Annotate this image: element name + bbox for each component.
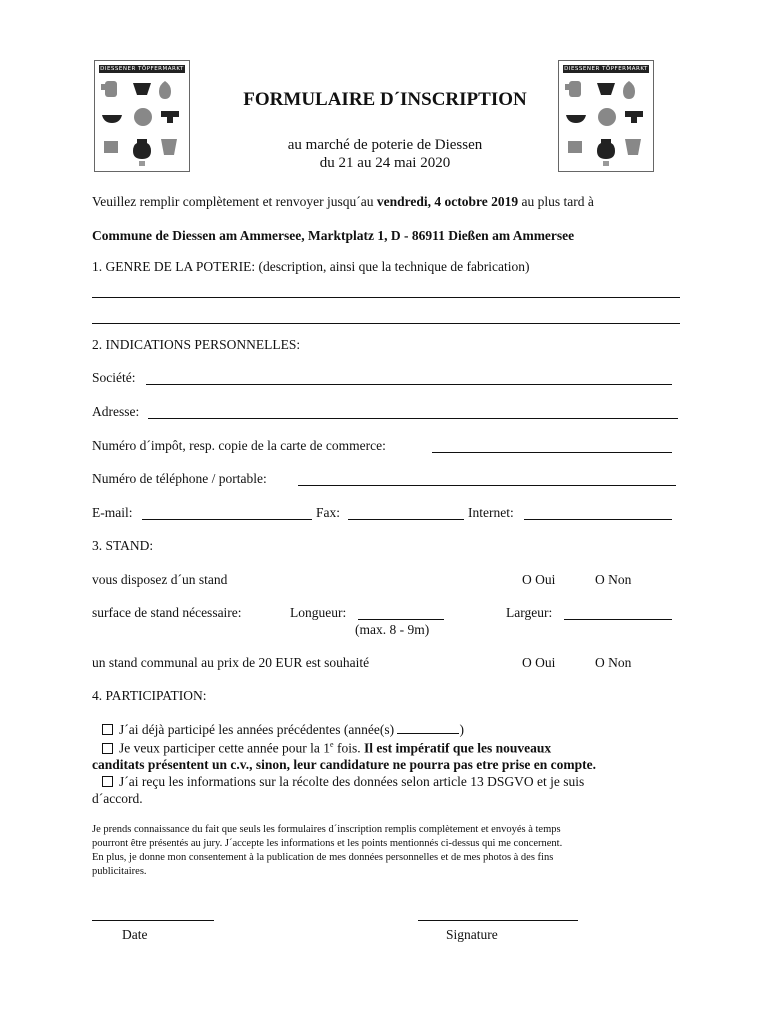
stand-communal-question: un stand communal au prix de 20 EUR est souhaité <box>92 655 370 670</box>
telephone-field[interactable] <box>298 485 676 486</box>
participation-option-1: J´ai déjà participé les années précédentes (année(s) ) <box>102 722 464 738</box>
logo-brand: DIESSENER TÖPFERMARKT <box>100 66 184 72</box>
internet-field[interactable] <box>524 519 672 520</box>
intro-address: Commune de Diessen am Ammersee, Marktplatz 1, D - 86911 Dießen am Ammersee <box>92 228 575 243</box>
poterie-line-1[interactable] <box>92 297 680 298</box>
deadline: vendredi, 4 octobre 2019 <box>376 194 519 209</box>
telephone-label: Numéro de téléphone / portable: <box>92 471 267 486</box>
longueur-label: Longueur: <box>290 605 347 620</box>
adresse-field[interactable] <box>148 418 678 419</box>
logo-left <box>94 60 190 172</box>
pottery-icon <box>563 75 649 167</box>
impot-label: Numéro d´impôt, resp. copie de la carte de commerce: <box>92 438 386 453</box>
longueur-field[interactable] <box>358 619 444 620</box>
participation-option-2: Je veux participer cette année pour la 1e fois. Il est impératif que les nouveaux <box>102 740 551 757</box>
checkbox-previous-years[interactable] <box>102 724 113 735</box>
checkbox-dsgvo[interactable] <box>102 776 113 787</box>
signature-field[interactable] <box>418 920 578 921</box>
disclaimer-line-1: Je prends connaissance du fait que seuls les formulaires d´inscription remplis complètement et envoyés à temps <box>92 824 561 835</box>
form-title: FORMULAIRE D´INSCRIPTION <box>243 89 527 110</box>
adresse-label: Adresse: <box>92 404 140 419</box>
section2-heading: 2. INDICATIONS PERSONNELLES: <box>92 337 301 352</box>
section4-heading: 4. PARTICIPATION: <box>92 688 207 703</box>
stand-question: vous disposez d´un stand <box>92 572 228 587</box>
poterie-line-2[interactable] <box>92 323 680 324</box>
date-label: Date <box>122 927 148 942</box>
date-field[interactable] <box>92 920 214 921</box>
societe-field[interactable] <box>146 384 672 385</box>
disclaimer-line-2: pourront être présentés au jury. J´accepte les informations et les points mentionnés ci-dessus qui me concernent. <box>92 838 563 849</box>
form-subtitle: au marché de poterie de Diessen <box>287 137 483 153</box>
form-dates: du 21 au 24 mai 2020 <box>319 155 451 171</box>
stand-oui-option[interactable]: O Oui <box>522 572 556 587</box>
annees-field[interactable] <box>397 722 459 734</box>
largeur-label: Largeur: <box>506 605 553 620</box>
communal-non-option[interactable]: O Non <box>595 655 632 670</box>
communal-oui-option[interactable]: O Oui <box>522 655 556 670</box>
dsgvo-agree-text: d´accord. <box>92 791 143 806</box>
logo-right <box>558 60 654 172</box>
surface-label: surface de stand nécessaire: <box>92 605 242 620</box>
largeur-field[interactable] <box>564 619 672 620</box>
societe-label: Société: <box>92 370 136 385</box>
section1-heading: 1. GENRE DE LA POTERIE: (description, ainsi que la technique de fabrication) <box>92 259 530 274</box>
disclaimer-line-3: En plus, je donne mon consentement à la publication de mes données personnelles et de mes photos à des fins <box>92 852 554 863</box>
signature-label: Signature <box>446 927 498 942</box>
internet-label: Internet: <box>468 505 514 520</box>
impot-field[interactable] <box>432 452 672 453</box>
fax-label: Fax: <box>316 505 341 520</box>
logo-brand: DIESSENER TÖPFERMARKT <box>564 66 648 72</box>
intro-text: Veuillez remplir complètement et renvoyer jusqu´au vendredi, 4 octobre 2019 au plus tard à <box>92 194 594 209</box>
email-field[interactable] <box>142 519 312 520</box>
participation-option-3: J´ai reçu les informations sur la récolte des données selon article 13 DSGVO et je suis <box>102 774 584 790</box>
stand-non-option[interactable]: O Non <box>595 572 632 587</box>
section3-heading: 3. STAND: <box>92 538 154 553</box>
new-candidate-note: canditats présentent un c.v., sinon, leur candidature ne pourra pas etre prise en compte. <box>92 757 597 772</box>
checkbox-first-time[interactable] <box>102 743 113 754</box>
disclaimer-line-4: publicitaires. <box>92 866 147 877</box>
fax-field[interactable] <box>348 519 464 520</box>
longueur-max-note: (max. 8 - 9m) <box>355 622 430 637</box>
pottery-icon <box>99 75 185 167</box>
email-label: E-mail: <box>92 505 133 520</box>
